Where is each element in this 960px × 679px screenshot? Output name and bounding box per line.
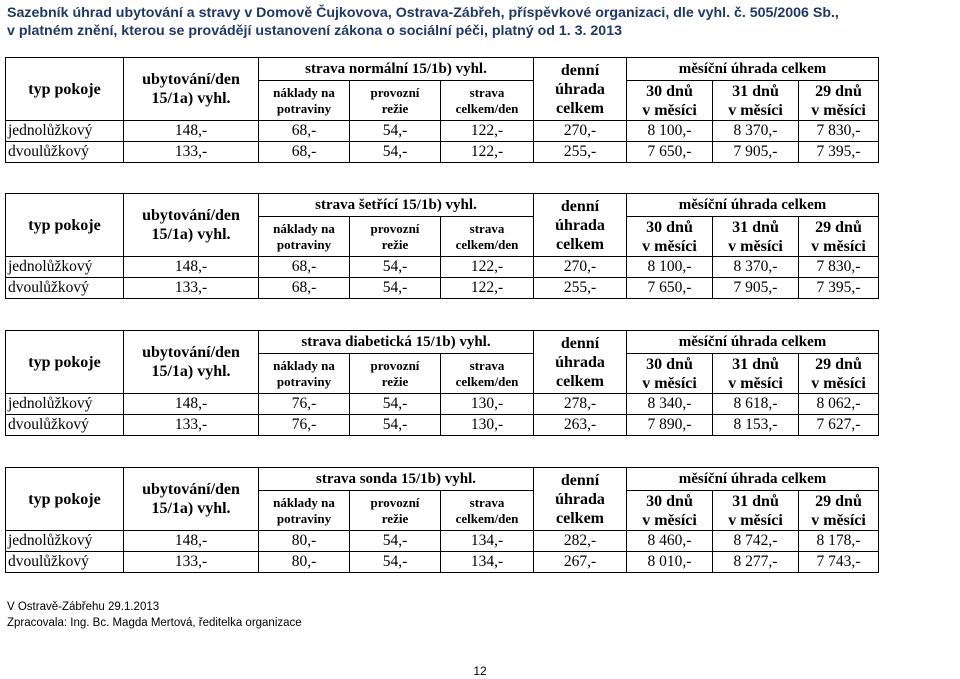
accommodation-cell: 148,- [124, 531, 259, 552]
food-total-l2: celkem/den [455, 236, 519, 252]
month-31-header [713, 81, 799, 121]
food-total-l2: celkem/den [455, 510, 519, 526]
month-29-header [799, 491, 879, 531]
month-31-l1: 31 dnů [732, 218, 779, 236]
header-row-top [6, 58, 879, 81]
month-31-header [713, 491, 799, 531]
month-29-l1: 29 dnů [815, 218, 862, 236]
month-30-cell: 7 650,- [627, 142, 713, 163]
month-29-cell: 7 395,- [799, 278, 879, 299]
daily-fee-l1: denní [560, 61, 600, 79]
month-30-cell: 8 100,- [627, 257, 713, 278]
accommodation-cell: 148,- [124, 394, 259, 415]
food-cost-cell: 68,- [259, 142, 350, 163]
month-29-cell: 7 743,- [799, 552, 879, 573]
daily-fee-l1: denní [560, 334, 600, 352]
month-29-l2: v měsíci [811, 374, 866, 392]
food-total-cell: 130,- [441, 415, 534, 436]
operating-cost-l1: provozní [370, 84, 420, 100]
table-row [6, 257, 879, 278]
diet-type-label: strava šetřící 15/1b) vyhl. [315, 196, 477, 213]
month-30-l2: v měsíci [642, 511, 697, 529]
month-31-l2: v měsíci [728, 237, 783, 255]
month-29-l1: 29 dnů [815, 82, 862, 100]
accommodation-label: ubytování/den [142, 71, 240, 88]
header-row-top [6, 331, 879, 354]
fee-table [5, 467, 879, 573]
operating-cost-header [350, 491, 441, 531]
room-type-cell: dvoulůžkový [6, 142, 124, 163]
daily-fee-l3: celkem [556, 372, 604, 390]
operating-cost-cell: 54,- [350, 552, 441, 573]
food-total-cell: 130,- [441, 394, 534, 415]
food-total-l1: strava [469, 220, 505, 236]
room-type-header [6, 58, 124, 121]
accommodation-label: ubytování/den [142, 207, 240, 224]
operating-cost-cell: 54,- [350, 415, 441, 436]
table-row [6, 121, 879, 142]
food-total-cell: 122,- [441, 257, 534, 278]
footer-prepared-by: Zpracovala: Ing. Bc. Magda Mertová, ředitelka organizace [7, 617, 302, 629]
monthly-fee-header [627, 58, 879, 81]
food-cost-cell: 76,- [259, 415, 350, 436]
food-cost-cell: 68,- [259, 257, 350, 278]
month-31-header [713, 354, 799, 394]
daily-fee-cell: 263,- [534, 415, 627, 436]
accommodation-cell: 133,- [124, 278, 259, 299]
daily-fee-l2: úhrada [555, 80, 605, 98]
fee-table [5, 330, 879, 436]
food-cost-cell: 76,- [259, 394, 350, 415]
accommodation-regulation: 15/1a) vyhl. [151, 226, 231, 243]
month-31-cell: 8 742,- [713, 531, 799, 552]
month-29-header [799, 81, 879, 121]
food-total-l2: celkem/den [455, 100, 519, 116]
table-row [6, 142, 879, 163]
operating-cost-cell: 54,- [350, 121, 441, 142]
room-type-cell: jednolůžkový [6, 257, 124, 278]
room-type-cell: dvoulůžkový [6, 415, 124, 436]
food-total-header [441, 491, 534, 531]
month-31-cell: 8 277,- [713, 552, 799, 573]
table-row [6, 531, 879, 552]
accommodation-regulation: 15/1a) vyhl. [151, 363, 231, 380]
operating-cost-cell: 54,- [350, 531, 441, 552]
daily-fee-cell: 255,- [534, 142, 627, 163]
accommodation-cell: 133,- [124, 415, 259, 436]
accommodation-header [124, 58, 259, 121]
daily-fee-cell: 282,- [534, 531, 627, 552]
diet-type-label: strava normální 15/1b) vyhl. [305, 60, 487, 77]
header-row-top [6, 194, 879, 217]
month-31-cell: 8 370,- [713, 121, 799, 142]
month-30-cell: 8 100,- [627, 121, 713, 142]
month-30-cell: 7 890,- [627, 415, 713, 436]
month-30-header [627, 354, 713, 394]
food-total-cell: 122,- [441, 142, 534, 163]
month-29-header [799, 217, 879, 257]
daily-fee-cell: 270,- [534, 257, 627, 278]
table-row [6, 278, 879, 299]
table-row [6, 415, 879, 436]
room-type-header [6, 468, 124, 531]
daily-fee-cell: 270,- [534, 121, 627, 142]
month-29-cell: 7 830,- [799, 257, 879, 278]
month-29-cell: 7 395,- [799, 142, 879, 163]
month-31-l1: 31 dnů [732, 492, 779, 510]
accommodation-header [124, 194, 259, 257]
daily-fee-l2: úhrada [555, 490, 605, 508]
operating-cost-l2: režie [381, 510, 409, 526]
month-29-cell: 8 062,- [799, 394, 879, 415]
diet-type-header [259, 331, 534, 354]
monthly-fee-label: měsíční úhrada celkem [678, 470, 827, 487]
month-31-l1: 31 dnů [732, 82, 779, 100]
month-31-l1: 31 dnů [732, 355, 779, 373]
food-total-cell: 122,- [441, 121, 534, 142]
operating-cost-l1: provozní [370, 220, 420, 236]
room-type-label: typ pokoje [28, 490, 101, 508]
food-cost-l1: náklady na [273, 357, 335, 373]
daily-fee-cell: 267,- [534, 552, 627, 573]
operating-cost-cell: 54,- [350, 142, 441, 163]
accommodation-regulation: 15/1a) vyhl. [151, 90, 231, 107]
accommodation-label: ubytování/den [142, 344, 240, 361]
room-type-cell: dvoulůžkový [6, 552, 124, 573]
room-type-label: typ pokoje [28, 216, 101, 234]
month-29-cell: 7 627,- [799, 415, 879, 436]
daily-fee-l3: celkem [556, 99, 604, 117]
daily-fee-l2: úhrada [555, 216, 605, 234]
monthly-fee-header [627, 331, 879, 354]
food-total-l1: strava [469, 494, 505, 510]
month-31-l2: v měsíci [728, 374, 783, 392]
room-type-header [6, 194, 124, 257]
food-total-cell: 122,- [441, 278, 534, 299]
month-30-header [627, 217, 713, 257]
month-29-l2: v měsíci [811, 511, 866, 529]
month-30-l1: 30 dnů [646, 355, 693, 373]
food-cost-l1: náklady na [273, 220, 335, 236]
food-cost-header [259, 217, 350, 257]
operating-cost-l1: provozní [370, 357, 420, 373]
month-30-cell: 8 460,- [627, 531, 713, 552]
monthly-fee-label: měsíční úhrada celkem [678, 60, 827, 77]
monthly-fee-label: měsíční úhrada celkem [678, 196, 827, 213]
room-type-cell: jednolůžkový [6, 394, 124, 415]
room-type-cell: jednolůžkový [6, 531, 124, 552]
daily-fee-cell: 278,- [534, 394, 627, 415]
month-30-header [627, 491, 713, 531]
month-31-cell: 8 618,- [713, 394, 799, 415]
month-30-l1: 30 dnů [646, 82, 693, 100]
food-total-header [441, 217, 534, 257]
operating-cost-header [350, 354, 441, 394]
diet-type-header [259, 58, 534, 81]
operating-cost-l2: režie [381, 100, 409, 116]
month-29-cell: 7 830,- [799, 121, 879, 142]
document-title [7, 4, 952, 40]
food-total-l2: celkem/den [455, 373, 519, 389]
daily-fee-header [534, 468, 627, 531]
food-cost-cell: 68,- [259, 121, 350, 142]
month-31-cell: 7 905,- [713, 142, 799, 163]
table-row [6, 394, 879, 415]
month-30-l1: 30 dnů [646, 492, 693, 510]
operating-cost-cell: 54,- [350, 257, 441, 278]
operating-cost-header [350, 217, 441, 257]
daily-fee-header [534, 194, 627, 257]
title-line-1: Sazebník úhrad ubytování a stravy v Domově Čujkovova, Ostrava-Zábřeh, příspěvkové organizaci, dle vyhl. č. 505/2006 Sb., [7, 5, 839, 21]
header-row-top [6, 468, 879, 491]
food-cost-l2: potraviny [276, 100, 332, 116]
operating-cost-cell: 54,- [350, 394, 441, 415]
daily-fee-l1: denní [560, 471, 600, 489]
month-30-header [627, 81, 713, 121]
accommodation-cell: 133,- [124, 142, 259, 163]
food-cost-cell: 68,- [259, 278, 350, 299]
food-cost-l1: náklady na [273, 494, 335, 510]
daily-fee-l3: celkem [556, 509, 604, 527]
operating-cost-cell: 54,- [350, 278, 441, 299]
diet-type-label: strava sonda 15/1b) vyhl. [315, 470, 477, 487]
monthly-fee-label: měsíční úhrada celkem [678, 333, 827, 350]
month-29-l1: 29 dnů [815, 355, 862, 373]
month-31-l2: v měsíci [728, 511, 783, 529]
diet-type-header [259, 468, 534, 491]
month-30-l1: 30 dnů [646, 218, 693, 236]
food-cost-l2: potraviny [276, 236, 332, 252]
room-type-header [6, 331, 124, 394]
food-cost-l1: náklady na [273, 84, 335, 100]
operating-cost-l2: režie [381, 373, 409, 389]
month-31-cell: 7 905,- [713, 278, 799, 299]
food-cost-l2: potraviny [276, 510, 332, 526]
month-30-cell: 7 650,- [627, 278, 713, 299]
accommodation-header [124, 468, 259, 531]
month-31-cell: 8 370,- [713, 257, 799, 278]
accommodation-regulation: 15/1a) vyhl. [151, 500, 231, 517]
fee-table [5, 193, 879, 299]
daily-fee-header [534, 58, 627, 121]
month-30-cell: 8 010,- [627, 552, 713, 573]
room-type-label: typ pokoje [28, 80, 101, 98]
food-total-header [441, 354, 534, 394]
footer-place-date: V Ostravě-Zábřehu 29.1.2013 [7, 601, 160, 613]
daily-fee-l3: celkem [556, 235, 604, 253]
month-29-cell: 8 178,- [799, 531, 879, 552]
food-cost-cell: 80,- [259, 531, 350, 552]
page-number: 12 [473, 664, 487, 678]
month-29-l2: v měsíci [811, 237, 866, 255]
operating-cost-header [350, 81, 441, 121]
food-total-header [441, 81, 534, 121]
food-cost-l2: potraviny [276, 373, 332, 389]
food-total-cell: 134,- [441, 552, 534, 573]
operating-cost-l1: provozní [370, 494, 420, 510]
daily-fee-header [534, 331, 627, 394]
table-row [6, 552, 879, 573]
accommodation-cell: 148,- [124, 121, 259, 142]
diet-type-label: strava diabetická 15/1b) vyhl. [301, 333, 491, 350]
month-29-l2: v měsíci [811, 101, 866, 119]
food-total-l1: strava [469, 84, 505, 100]
operating-cost-l2: režie [381, 236, 409, 252]
month-30-l2: v měsíci [642, 101, 697, 119]
title-line-2: v platném znění, kterou se provádějí ustanovení zákona o sociální péči, platný od 1. 3. 2013 [7, 23, 622, 39]
food-total-l1: strava [469, 357, 505, 373]
month-31-header [713, 217, 799, 257]
month-31-l2: v měsíci [728, 101, 783, 119]
accommodation-header [124, 331, 259, 394]
accommodation-cell: 133,- [124, 552, 259, 573]
month-31-cell: 8 153,- [713, 415, 799, 436]
food-total-cell: 134,- [441, 531, 534, 552]
daily-fee-cell: 255,- [534, 278, 627, 299]
monthly-fee-header [627, 468, 879, 491]
month-29-header [799, 354, 879, 394]
diet-type-header [259, 194, 534, 217]
food-cost-header [259, 81, 350, 121]
daily-fee-l2: úhrada [555, 353, 605, 371]
food-cost-header [259, 354, 350, 394]
month-30-cell: 8 340,- [627, 394, 713, 415]
fee-table [5, 57, 879, 163]
room-type-cell: dvoulůžkový [6, 278, 124, 299]
room-type-label: typ pokoje [28, 353, 101, 371]
accommodation-cell: 148,- [124, 257, 259, 278]
month-30-l2: v měsíci [642, 374, 697, 392]
month-29-l1: 29 dnů [815, 492, 862, 510]
month-30-l2: v měsíci [642, 237, 697, 255]
accommodation-label: ubytování/den [142, 481, 240, 498]
daily-fee-l1: denní [560, 197, 600, 215]
monthly-fee-header [627, 194, 879, 217]
food-cost-header [259, 491, 350, 531]
food-cost-cell: 80,- [259, 552, 350, 573]
room-type-cell: jednolůžkový [6, 121, 124, 142]
